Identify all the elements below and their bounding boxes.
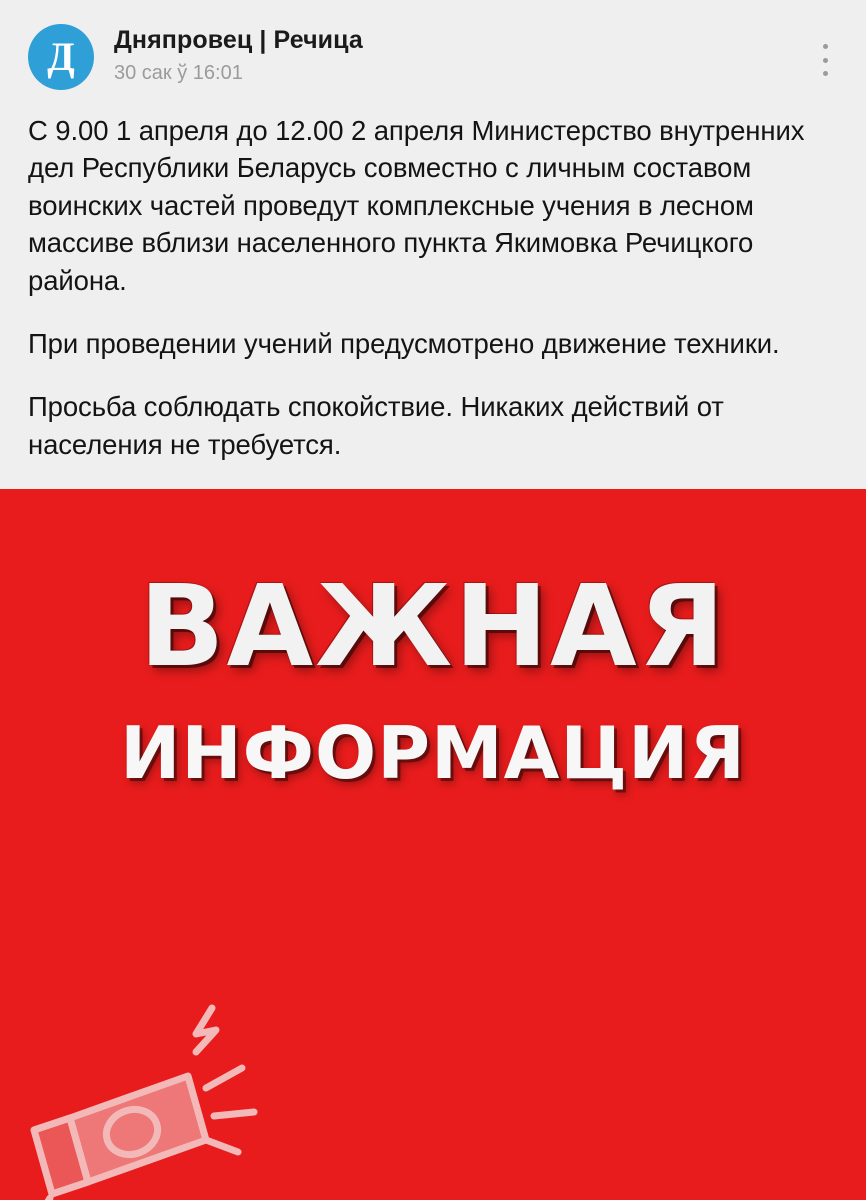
post-timestamp: 30 сак ў 16:01 <box>114 61 243 84</box>
more-dot <box>823 71 828 76</box>
megaphone-icon <box>10 990 310 1200</box>
important-info-banner <box>0 489 866 1200</box>
post-header-text <box>114 22 363 84</box>
post-paragraph: С 9.00 1 апреля до 12.00 2 апреля Министерство внутренних дел Республики Беларусь совместно с личным составом воинских частей проведут комплексные учения в лесном массиве вблизи населенного пункта Якимовка Речицкого района. <box>28 115 805 296</box>
channel-post-card <box>0 0 866 489</box>
banner-title: ВАЖНАЯ <box>139 562 727 693</box>
more-dot <box>823 44 828 49</box>
channel-name[interactable]: Дняпровец | Речица <box>114 26 363 54</box>
more-dot <box>823 58 828 63</box>
post-paragraph: Просьба соблюдать спокойствие. Никаких действий от населения не требуется. <box>28 391 724 460</box>
more-vertical-icon[interactable] <box>814 40 836 80</box>
avatar[interactable] <box>28 24 94 90</box>
post-paragraph: При проведении учений предусмотрено движение техники. <box>28 327 780 359</box>
post-body <box>28 112 838 463</box>
banner-subtitle: ИНФОРМАЦИЯ <box>120 711 746 796</box>
avatar-letter: Д <box>47 34 75 79</box>
post-header <box>28 22 838 94</box>
